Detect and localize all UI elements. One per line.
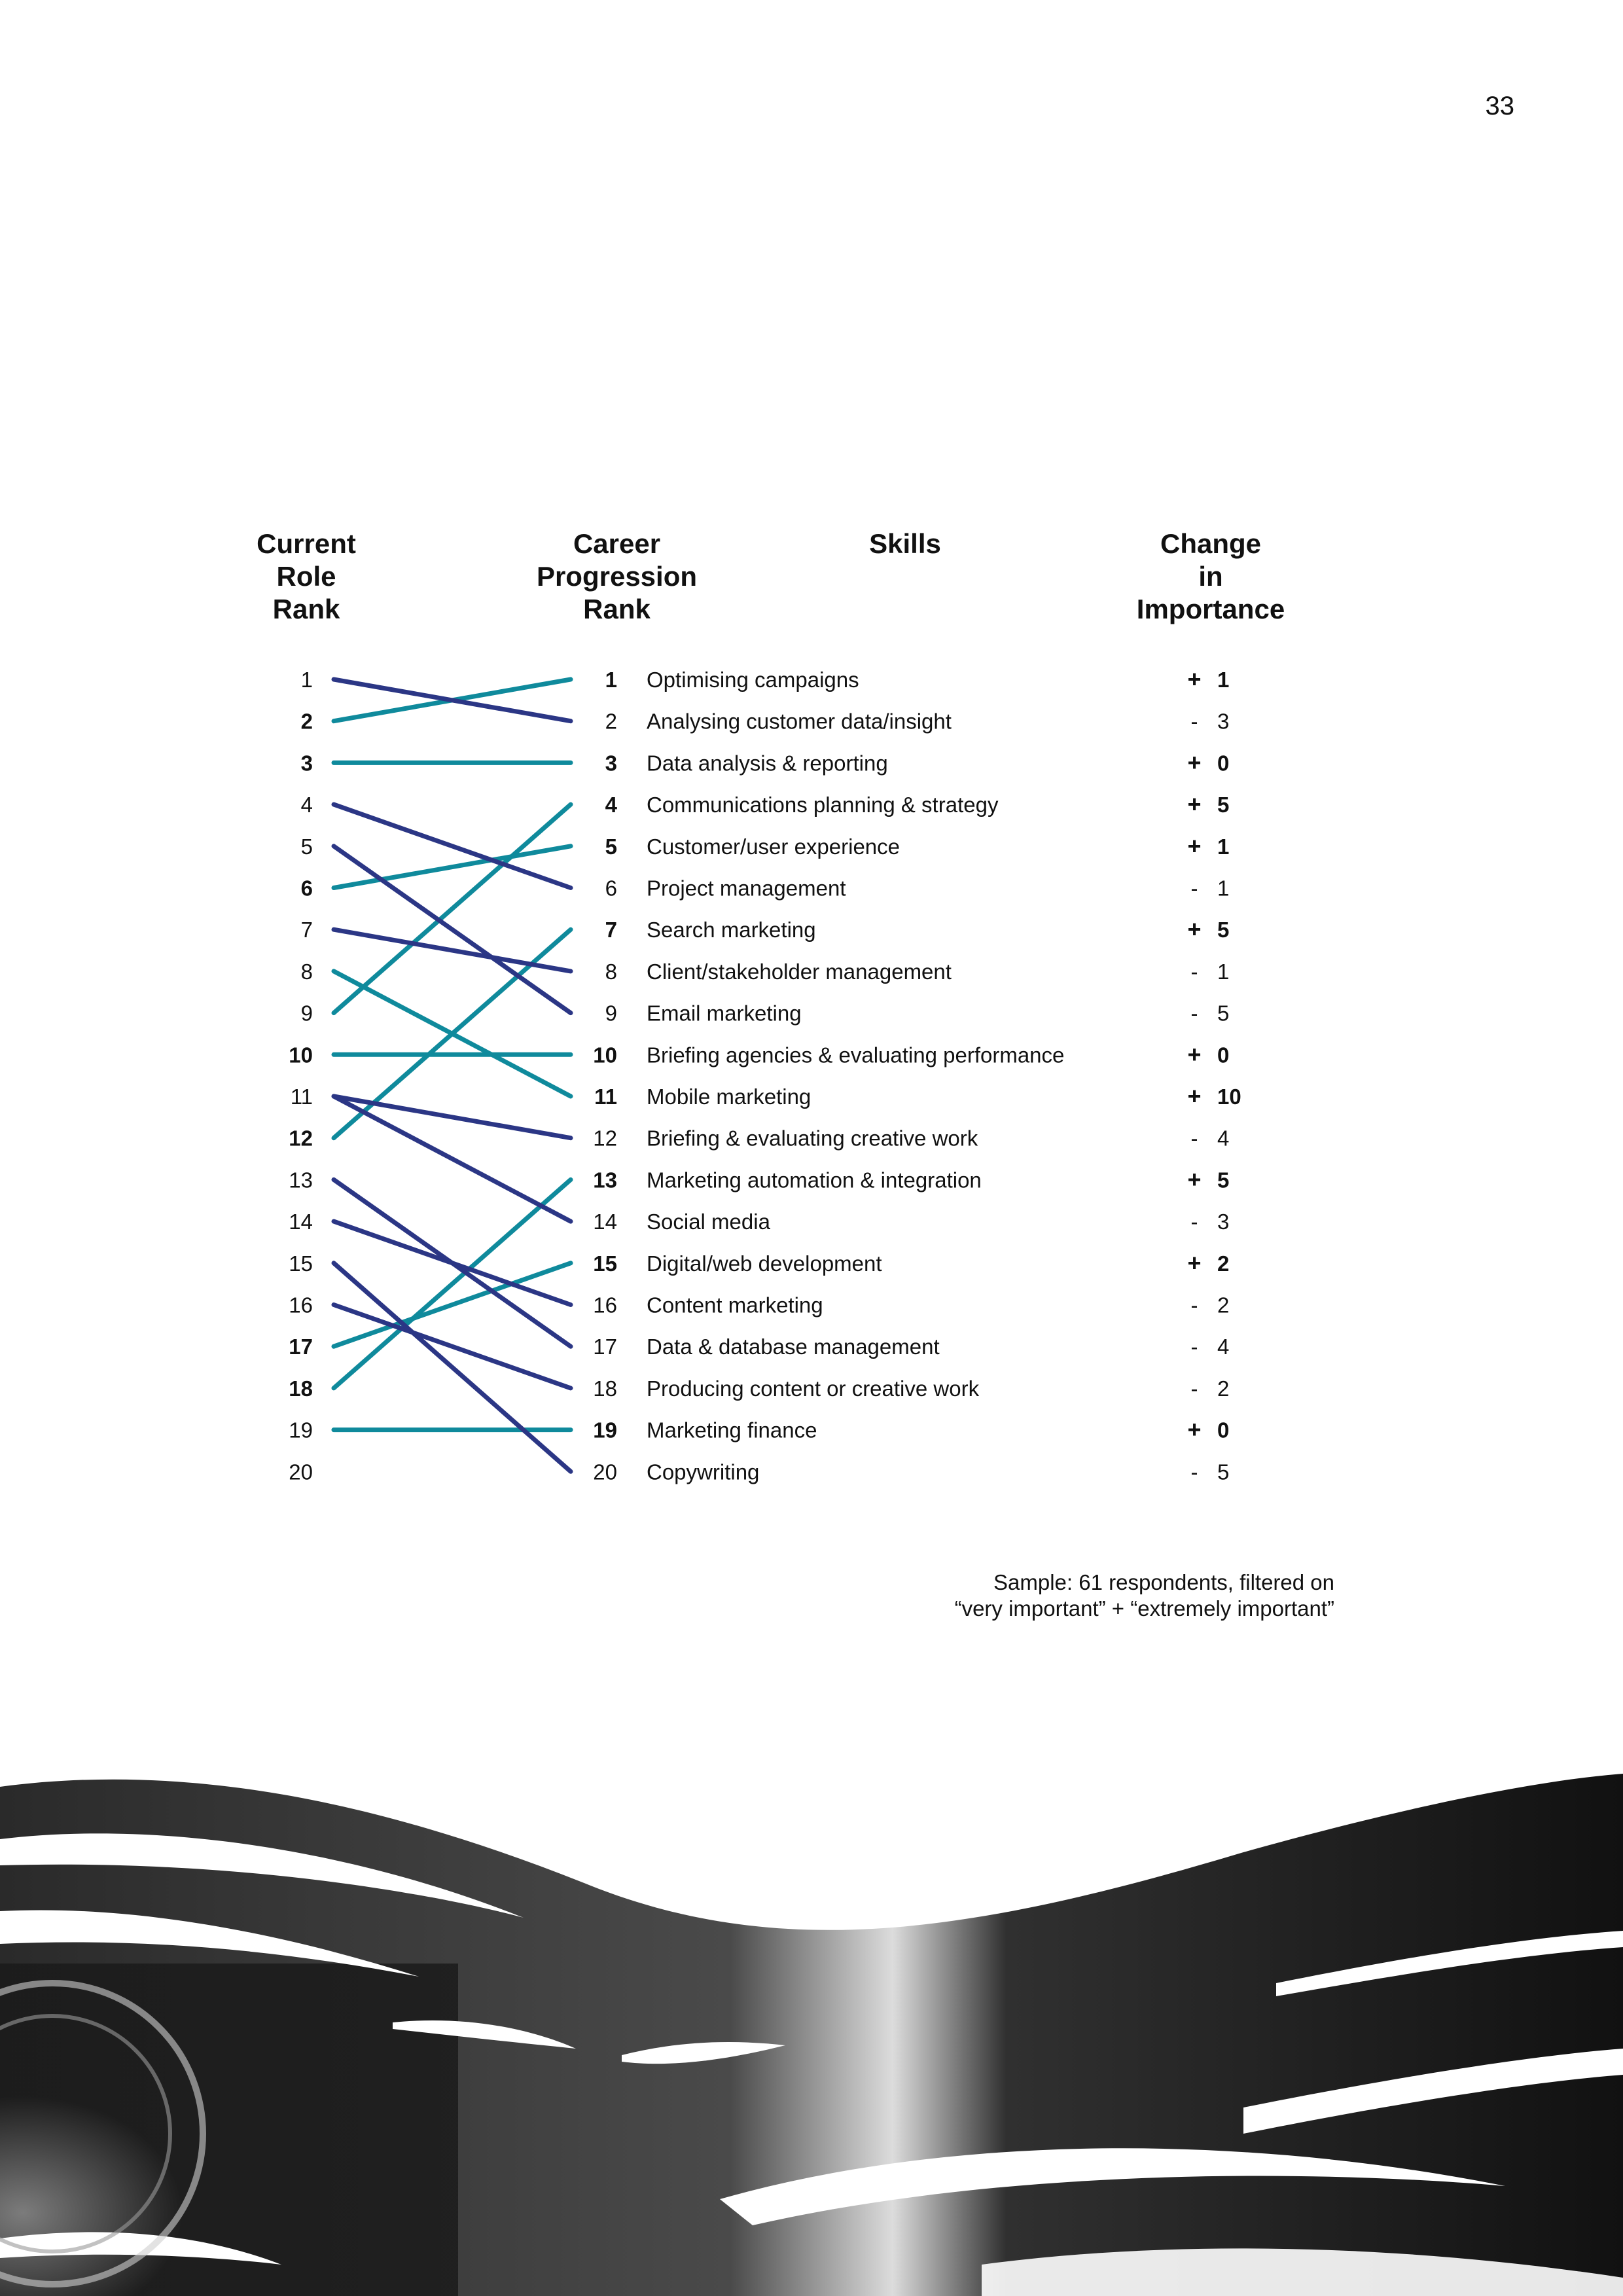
change-value: 1 xyxy=(1217,876,1230,901)
change-sign: + xyxy=(1187,1041,1202,1068)
skill-name: Email marketing xyxy=(647,1001,802,1026)
change-value: 3 xyxy=(1217,709,1230,734)
career-rank-label: 2 xyxy=(605,709,617,734)
skill-name: Optimising campaigns xyxy=(647,668,859,692)
skill-name: Copywriting xyxy=(647,1460,760,1484)
change-sign: + xyxy=(1187,1083,1202,1109)
change-value: 0 xyxy=(1217,751,1230,776)
slope-lines xyxy=(334,679,571,1471)
skill-name: Marketing finance xyxy=(647,1418,817,1443)
sample-note-line-1: Sample: 61 respondents, filtered on xyxy=(993,1570,1334,1594)
career-rank-label: 4 xyxy=(605,793,617,817)
change-value: 2 xyxy=(1217,1251,1230,1276)
change-value: 5 xyxy=(1217,1168,1230,1193)
current-rank-label: 1 xyxy=(300,668,313,692)
skill-name: Search marketing xyxy=(647,918,816,942)
current-rank-label: 13 xyxy=(289,1168,313,1193)
current-rank-label: 12 xyxy=(289,1126,313,1151)
career-rank-label: 10 xyxy=(593,1043,617,1067)
page-number: 33 xyxy=(1485,92,1514,120)
skill-name: Client/stakeholder management xyxy=(647,959,952,984)
change-sign: + xyxy=(1187,1416,1202,1443)
skills-header: Skills xyxy=(869,528,941,559)
change-sign: + xyxy=(1187,1166,1202,1193)
career-rank-label: 15 xyxy=(593,1251,617,1276)
current-rank-label: 17 xyxy=(289,1335,313,1359)
change-value: 10 xyxy=(1217,1085,1241,1109)
skill-name: Marketing automation & integration xyxy=(647,1168,982,1193)
skill-name: Digital/web development xyxy=(647,1251,882,1276)
current-rank-label: 6 xyxy=(300,876,313,901)
skill-name: Data & database management xyxy=(647,1335,940,1359)
change-in-importance-header: Change in Importance xyxy=(1136,528,1285,624)
change-sign: - xyxy=(1190,1376,1198,1401)
change-value: 5 xyxy=(1217,793,1230,817)
skill-labels xyxy=(647,668,1064,1484)
current-rank-label: 8 xyxy=(300,959,313,984)
career-rank-label: 16 xyxy=(593,1293,617,1318)
slope-line-4 xyxy=(334,804,571,1013)
change-value: 5 xyxy=(1217,918,1230,942)
skill-name: Mobile marketing xyxy=(647,1085,812,1109)
change-sign: + xyxy=(1187,666,1202,692)
change-value: 3 xyxy=(1217,1210,1230,1234)
current-rank-label: 5 xyxy=(300,834,313,859)
sample-note xyxy=(955,1570,1334,1622)
change-sign: - xyxy=(1190,876,1198,901)
slope-line-5 xyxy=(334,846,571,888)
change-sign: - xyxy=(1190,1335,1198,1359)
career-rank-label: 12 xyxy=(593,1126,617,1151)
slope-line-15 xyxy=(334,1263,571,1346)
change-sign: - xyxy=(1190,1293,1198,1318)
career-rank-label: 6 xyxy=(605,876,617,901)
current-rank-label: 20 xyxy=(289,1460,313,1484)
career-rank-label: 18 xyxy=(593,1376,617,1401)
change-sign: + xyxy=(1187,791,1202,818)
change-sign: + xyxy=(1187,749,1202,776)
change-sign: + xyxy=(1187,832,1202,859)
slope-line-6 xyxy=(334,804,571,888)
career-rank-label: 7 xyxy=(605,918,617,942)
skill-name: Project management xyxy=(647,876,846,901)
change-sign: - xyxy=(1190,1460,1198,1484)
career-rank-label: 11 xyxy=(594,1085,617,1109)
change-sign: + xyxy=(1187,916,1202,943)
change-value: 0 xyxy=(1217,1418,1230,1443)
change-sign: - xyxy=(1190,1001,1198,1026)
current-rank-label: 2 xyxy=(300,709,313,734)
slope-line-18 xyxy=(334,1305,571,1388)
current-rank-label: 7 xyxy=(300,918,313,942)
change-sign: - xyxy=(1190,709,1198,734)
current-role-rank-header: Current Role Rank xyxy=(257,528,356,624)
career-rank-label: 20 xyxy=(593,1460,617,1484)
change-sign: - xyxy=(1190,1126,1198,1151)
current-rank-labels xyxy=(289,668,313,1484)
change-sign: - xyxy=(1190,1210,1198,1234)
change-value: 2 xyxy=(1217,1376,1230,1401)
career-rank-label: 8 xyxy=(605,959,617,984)
sample-note-line-2: “very important” + “extremely important” xyxy=(954,1596,1334,1621)
change-value: 5 xyxy=(1217,1460,1230,1484)
slope-line-8 xyxy=(334,929,571,971)
change-labels xyxy=(1187,666,1241,1484)
change-value: 1 xyxy=(1217,668,1230,692)
change-value: 0 xyxy=(1217,1043,1230,1067)
career-rank-label: 19 xyxy=(593,1418,617,1443)
skill-name: Customer/user experience xyxy=(647,834,901,859)
career-rank-label: 5 xyxy=(605,834,617,859)
current-rank-label: 18 xyxy=(289,1376,313,1401)
career-progression-rank-header: Career Progression Rank xyxy=(536,528,698,624)
career-rank-label: 17 xyxy=(593,1335,617,1359)
career-rank-label: 13 xyxy=(593,1168,617,1193)
change-value: 1 xyxy=(1217,959,1230,984)
current-rank-label: 10 xyxy=(289,1043,313,1067)
change-value: 4 xyxy=(1217,1126,1230,1151)
skill-name: Content marketing xyxy=(647,1293,823,1318)
change-value: 4 xyxy=(1217,1335,1230,1359)
current-rank-label: 16 xyxy=(289,1293,313,1318)
skill-name: Producing content or creative work xyxy=(647,1376,980,1401)
skill-name: Data analysis & reporting xyxy=(647,751,888,776)
skill-name: Briefing & evaluating creative work xyxy=(647,1126,978,1151)
skill-name: Social media xyxy=(647,1210,770,1234)
change-value: 5 xyxy=(1217,1001,1230,1026)
slope-line-13 xyxy=(334,1179,571,1388)
career-rank-label: 9 xyxy=(605,1001,617,1026)
current-rank-label: 3 xyxy=(300,751,313,776)
career-rank-label: 3 xyxy=(605,751,617,776)
current-rank-label: 19 xyxy=(289,1418,313,1443)
change-sign: + xyxy=(1187,1249,1202,1276)
change-value: 2 xyxy=(1217,1293,1230,1318)
skill-name: Communications planning & strategy xyxy=(647,793,999,817)
decorative-swoosh-image xyxy=(0,1767,1623,2296)
skill-name: Analysing customer data/insight xyxy=(647,709,952,734)
current-rank-label: 9 xyxy=(300,1001,313,1026)
current-rank-label: 15 xyxy=(289,1251,313,1276)
current-rank-label: 11 xyxy=(290,1085,313,1109)
change-sign: - xyxy=(1190,959,1198,984)
current-rank-label: 4 xyxy=(300,793,313,817)
career-rank-label: 14 xyxy=(593,1210,617,1234)
change-value: 1 xyxy=(1217,834,1230,859)
career-rank-label: 1 xyxy=(605,668,617,692)
skill-name: Briefing agencies & evaluating performance xyxy=(647,1043,1065,1067)
career-rank-labels xyxy=(593,668,617,1484)
current-rank-label: 14 xyxy=(289,1210,313,1234)
